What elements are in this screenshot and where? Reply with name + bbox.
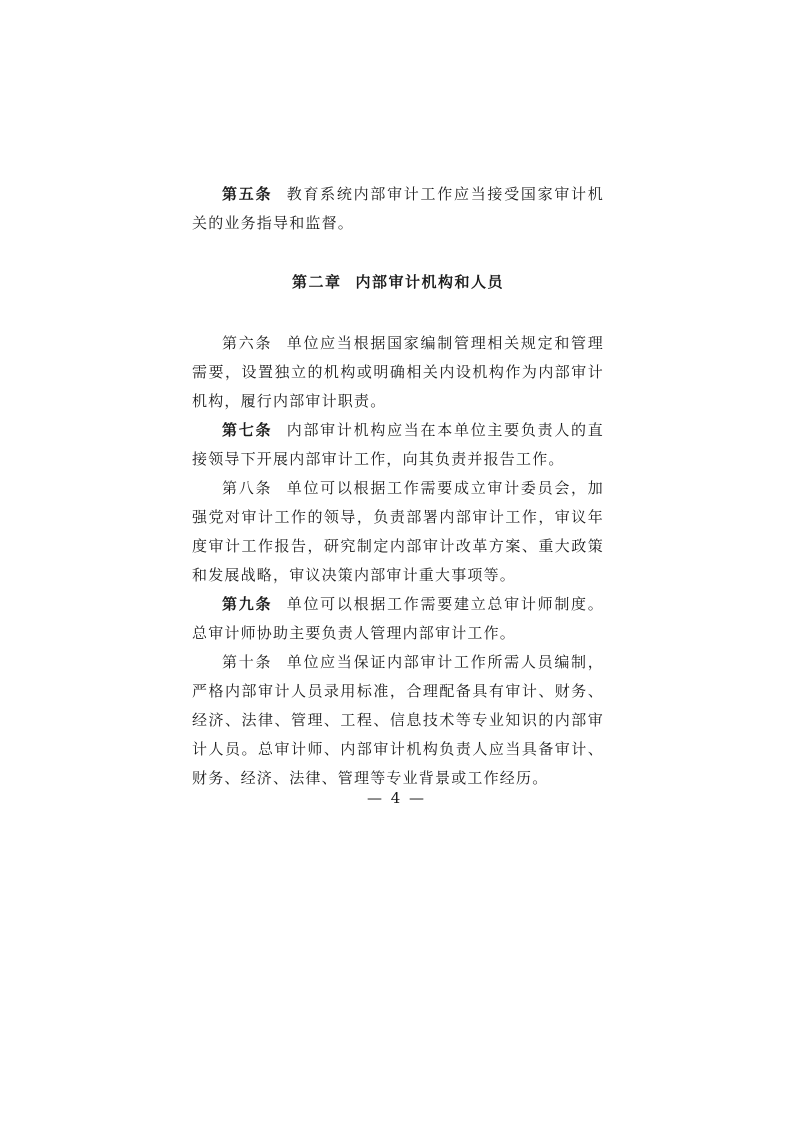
article-9 <box>192 590 604 648</box>
chapter-number: 第二章 <box>291 273 342 291</box>
article-number: 第五条 <box>222 185 273 203</box>
article-text: 单位应当保证内部审计工作所需人员编制，严格内部审计人员录用标准，合理配备具有审计、财务、经济、法律、管理、工程、信息技术等专业知识的内部审计人员。总审计师、内部审计机构负责人应当具备审计、财务、经济、法律、管理等专业背景或工作经历。 <box>192 653 604 787</box>
article-5 <box>192 180 604 238</box>
article-6 <box>192 329 604 416</box>
article-number: 第六条 <box>222 334 273 352</box>
article-text: 内部审计机构应当在本单位主要负责人的直接领导下开展内部审计工作，向其负责并报告工作。 <box>192 421 604 468</box>
page-number: — 4 — <box>366 789 427 807</box>
article-text: 单位应当根据国家编制管理相关规定和管理需要，设置独立的机构或明确相关内设机构作为内部审计机构，履行内部审计职责。 <box>192 334 604 410</box>
article-text: 教育系统内部审计工作应当接受国家审计机关的业务指导和监督。 <box>192 185 604 232</box>
article-number: 第七条 <box>222 421 273 439</box>
article-text: 单位可以根据工作需要成立审计委员会，加强党对审计工作的领导，负责部署内部审计工作，审议年度审计工作报告，研究制定内部审计改革方案、重大政策和发展战略，审议决策内部审计重大事项等。 <box>192 479 604 584</box>
article-number: 第八条 <box>222 479 273 497</box>
article-text: 单位可以根据工作需要建立总审计师制度。总审计师协助主要负责人管理内部审计工作。 <box>192 595 604 642</box>
chapter-title: 内部审计机构和人员 <box>355 273 505 291</box>
article-8 <box>192 474 604 590</box>
article-number: 第九条 <box>222 595 273 613</box>
article-number: 第十条 <box>222 653 273 671</box>
document-body <box>192 180 604 793</box>
article-10 <box>192 648 604 793</box>
chapter-heading <box>192 271 604 292</box>
article-7 <box>192 416 604 474</box>
